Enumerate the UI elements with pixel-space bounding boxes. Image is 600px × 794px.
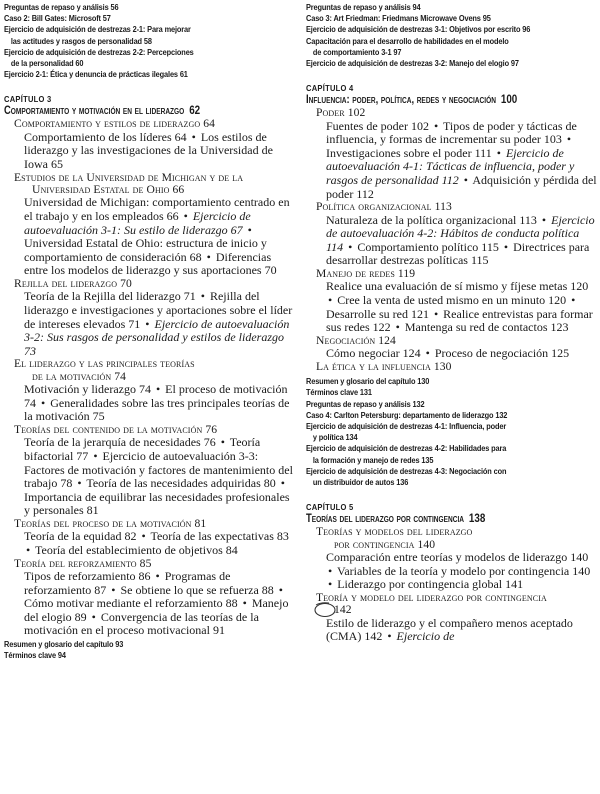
- section-heading: Poder 102: [316, 106, 366, 120]
- entry: Investigaciones sobre el poder 111: [326, 145, 492, 160]
- toc-item: Resumen y glosario del capítulo 130: [306, 376, 430, 387]
- entry-italic: Ejercicio de autoevaluación 4-1: Tácticas de influencia, poder y rasgos de personalidad 112: [326, 145, 575, 187]
- entry: Se obtiene lo que se refuerza 88: [120, 582, 274, 597]
- chapter-title-text: Influencia: poder, política, redes y negociación: [306, 94, 496, 107]
- chapter-title-text: Comportamiento y motivación en el liderazgo: [4, 105, 185, 118]
- toc-item: Resumen y glosario del capítulo 93: [4, 638, 124, 649]
- chapter-page: 62: [189, 103, 201, 118]
- toc-item: Caso 3: Art Friedman: Friedmans Microwave Ovens 95: [306, 13, 491, 24]
- section-heading-cont: 142: [334, 603, 352, 617]
- section-body: [306, 120, 598, 202]
- left-bottom-items: [4, 639, 293, 661]
- bullet: •: [145, 316, 150, 331]
- entry-page: 67: [230, 222, 243, 237]
- toc-item: Ejercicio de adquisición de destrezas 2-2: Percepciones: [4, 46, 194, 57]
- bullet: •: [111, 582, 116, 597]
- section-heading: La ética y la influencia 130: [316, 359, 452, 373]
- left-top-items: [4, 2, 293, 80]
- section-heading-text: Estudios de la Universidad de Michigan y de la: [14, 170, 244, 184]
- toc-item: Términos clave 131: [306, 387, 372, 398]
- entry: Los estilos de liderazgo y las investigaciones de la Universidad de Iowa 65: [24, 129, 273, 172]
- section-body: [306, 347, 598, 361]
- entry: Teoría de la equidad 82: [24, 529, 137, 544]
- entry-italic: Ejercicio de: [396, 629, 455, 644]
- handwritten-circle-mark: [316, 604, 598, 616]
- entry: Convergencia de las teorías de la motivación en el proceso motivacional 91: [24, 609, 259, 638]
- bullet: •: [155, 382, 161, 397]
- toc-item-cont: de la personalidad 60: [10, 58, 84, 69]
- entry: Rejilla del liderazgo e investigaciones y aportaciones sobre el líder de intereses elevados 71: [24, 289, 293, 331]
- bullet: •: [200, 289, 205, 304]
- bullet: •: [503, 239, 509, 254]
- bullet: •: [541, 212, 547, 227]
- section-body: [4, 570, 294, 638]
- section-heading: Política organizacional 113: [316, 200, 452, 214]
- entry: Fuentes de poder 102: [326, 118, 429, 133]
- chapter-title-text: Teorías del liderazgo por contingencia: [306, 513, 465, 526]
- pen-circle-icon: [313, 601, 337, 619]
- chapter-label: CAPÍTULO 3: [4, 94, 52, 105]
- section-heading-cont: de la motivación 74: [32, 369, 127, 383]
- entry: Adquisición y pérdida del poder 112: [326, 173, 597, 201]
- bullet: •: [395, 320, 400, 335]
- section-heading: [306, 592, 598, 617]
- entry: Comparación entre teorías y modelos de liderazgo 140: [326, 550, 589, 564]
- entry: Naturaleza de la política organizacional 113: [326, 212, 537, 227]
- entry: Desarrolle su red 121: [326, 306, 429, 321]
- toc-item: Preguntas de repaso y análisis 132: [306, 398, 425, 409]
- entry: Universidad Estatal de Ohio: estructura de inicio y comportamiento de consideración 68: [24, 236, 267, 264]
- entry: Teoría bifactorial 77: [24, 435, 261, 463]
- toc-item: Ejercicio de adquisición de destrezas 4-1: Influencia, poder: [306, 420, 507, 431]
- section-body: [306, 214, 598, 268]
- bullet: •: [77, 476, 82, 491]
- toc-item-cont: la formación y manejo de redes 135: [312, 454, 434, 465]
- bullet: •: [220, 435, 225, 450]
- bullet: •: [433, 118, 439, 133]
- section-heading: Teorías del contenido de la motivación 76: [14, 422, 218, 436]
- bullet: •: [206, 249, 211, 264]
- toc-item: Ejercicio de adquisición de destrezas 4-3: Negociación con: [306, 465, 507, 476]
- entry: Comportamiento político 115: [357, 239, 499, 254]
- entry: Directrices para desarrollar destrezas políticas 115: [326, 239, 590, 268]
- bullet: •: [93, 448, 98, 463]
- bullet: •: [496, 145, 501, 160]
- bullet: •: [328, 292, 333, 307]
- section-body: [4, 383, 294, 424]
- bullet: •: [141, 529, 146, 544]
- section-heading-cont: Universidad Estatal de Ohio 66: [32, 183, 185, 197]
- entry: Teoría de las expectativas 83: [150, 529, 289, 544]
- section-body: [306, 617, 598, 644]
- entry: Cómo motivar mediante el reforzamiento 88: [24, 596, 238, 611]
- entry: Estilo de liderazgo y el compañero menos aceptado (CMA) 142: [326, 615, 573, 644]
- entry: Generalidades sobre las tres principales teorías de la motivación 75: [24, 395, 290, 424]
- section-body: [306, 280, 598, 334]
- toc-item: Ejercicio de adquisición de destrezas 3-1: Objetivos por escrito 96: [306, 24, 531, 35]
- entry: Realice una evaluación de sí mismo y fíjese metas 120: [326, 279, 589, 294]
- bullet: •: [247, 222, 252, 237]
- toc-item-cont: las actitudes y rasgos de personalidad 58: [10, 35, 152, 46]
- section-heading: Comportamiento y estilos de liderazgo 64: [14, 117, 215, 131]
- right-top-items: [306, 2, 597, 69]
- section-heading: [4, 172, 294, 197]
- bullet: •: [41, 395, 46, 410]
- toc-item: Caso 2: Bill Gates: Microsoft 57: [4, 13, 111, 24]
- section-heading-text: Teoría y modelo del liderazgo por contingencia: [316, 590, 547, 604]
- section-heading: Rejilla del liderazgo 70: [14, 276, 132, 290]
- entry: Teoría de la Rejilla del liderazgo 71: [24, 289, 196, 304]
- entry: El proceso de motivación 74: [24, 382, 288, 410]
- toc-item: Ejercicio de adquisición de destrezas 3-2: Manejo del elogio 97: [306, 58, 519, 69]
- left-column: [4, 2, 294, 661]
- bullet: •: [91, 609, 96, 624]
- entry: Universidad de Michigan: comportamiento centrado en el trabajo y en los empleados 66: [24, 195, 290, 224]
- toc-item: Ejercicio 2-1: Ética y denuncia de prácticas ilegales 61: [4, 69, 188, 80]
- entry: Cree la venta de usted mismo en un minuto 120: [337, 292, 567, 307]
- bullet: •: [348, 239, 353, 254]
- toc-item-cont: y política 134: [312, 432, 358, 443]
- bullet: •: [155, 568, 160, 583]
- bullet: •: [387, 629, 392, 644]
- section-heading: [4, 358, 294, 383]
- section-heading: Teoría del reforzamiento 85: [14, 556, 152, 570]
- section-heading: [306, 526, 598, 551]
- section-body: [4, 290, 294, 358]
- toc-item-cont: un distribuidor de autos 136: [312, 476, 409, 487]
- section-heading-text: El liderazgo y las principales teorías: [14, 357, 195, 371]
- entry: Programas de reforzamiento 87: [24, 568, 231, 597]
- toc-item-cont: de comportamiento 3-1 97: [312, 46, 402, 57]
- entry: Tipos de reforzamiento 86: [24, 568, 151, 583]
- chapter-page: 100: [500, 92, 518, 107]
- chapter-page: 138: [468, 511, 486, 526]
- section-body: [4, 436, 294, 518]
- toc-item: Preguntas de repaso y análisis 94: [306, 2, 421, 12]
- toc-item: Términos clave 94: [4, 650, 66, 661]
- entry: Motivación y liderazgo 74: [24, 382, 151, 397]
- toc-item: Ejercicio de adquisición de destrezas 4-2: Habilidades para: [306, 443, 507, 454]
- section-body: [4, 530, 294, 557]
- bullet: •: [463, 173, 468, 187]
- bullet: •: [278, 582, 283, 597]
- section-heading-cont: por contingencia 140: [334, 537, 436, 551]
- entry: Tipos de poder y tácticas de influencia, y formas de incrementar su poder 103: [326, 118, 577, 147]
- bullet: •: [183, 209, 188, 224]
- bullet: •: [328, 577, 333, 592]
- toc-item: Capacitación para el desarrollo de habilidades en el modelo: [306, 35, 509, 46]
- right-column: [306, 2, 598, 644]
- entry: Teoría del establecimiento de objetivos 84: [35, 542, 238, 557]
- right-bottom-items: [306, 376, 597, 488]
- entry: Variables de la teoría y modelo por contingencia 140: [337, 563, 591, 578]
- chapter-label: CAPÍTULO 5: [306, 502, 354, 513]
- bullet: •: [328, 563, 333, 578]
- toc-item: Caso 4: Carlton Petersburg: departamento de liderazgo 132: [306, 409, 508, 420]
- entry-italic: Ejercicio de autoevaluación 4-2: Hábitos de conducta política 114: [326, 212, 595, 254]
- bullet: •: [571, 292, 576, 307]
- entry: Importancia de equilibrar las necesidades profesionales y personales 81: [24, 489, 290, 518]
- section-heading: Negociación 124: [316, 333, 396, 347]
- bullet: •: [566, 132, 572, 147]
- bullet: •: [26, 542, 31, 557]
- chapter-title: [306, 93, 598, 107]
- entry: Manejo del elogio 89: [24, 596, 289, 624]
- section-heading: Teorías del proceso de la motivación 81: [14, 516, 207, 530]
- chapter-title: [306, 512, 598, 526]
- entry: Comportamiento de los líderes 64: [24, 129, 187, 144]
- section-heading: Manejo de redes 119: [316, 266, 416, 280]
- section-body: [306, 551, 598, 592]
- entry: Teoría de la jerarquía de necesidades 76: [24, 435, 216, 450]
- bullet: •: [242, 596, 247, 611]
- entry: Ejercicio de autoevaluación 3-3: Factores de motivación y factores de mantenimiento del trabajo 78: [24, 448, 293, 491]
- entry: Diferencias entre los modelos de liderazgo y sus aportaciones 70: [24, 249, 277, 278]
- bullet: •: [191, 129, 196, 144]
- toc-item: Preguntas de repaso y análisis 56: [4, 2, 119, 12]
- chapter-title: [4, 104, 294, 118]
- entry: Teoría de las necesidades adquiridas 80: [86, 476, 276, 491]
- section-heading-text: Teorías y modelos del liderazgo: [316, 525, 473, 539]
- bullet: •: [433, 306, 439, 321]
- chapter-label: CAPÍTULO 4: [306, 83, 354, 94]
- bullet: •: [280, 476, 285, 491]
- section-body: [4, 196, 294, 278]
- entry: Mantenga su red de contactos 123: [404, 320, 569, 335]
- entry: Cómo negociar 124: [326, 346, 421, 361]
- entry: Realice entrevistas para formar sus redes 122: [326, 306, 593, 335]
- bullet: •: [425, 346, 430, 361]
- entry-italic: Ejercicio de autoevaluación 3-2: Sus rasgos de personalidad y estilos de liderazgo 73: [24, 316, 290, 358]
- entry-italic: Ejercicio de autoevaluación 3-1: Su estilo de liderazgo: [24, 209, 251, 237]
- toc-item: Ejercicio de adquisición de destrezas 2-1: Para mejorar: [4, 24, 191, 35]
- section-body: [4, 131, 294, 172]
- entry: Liderazgo por contingencia global 141: [337, 577, 524, 592]
- entry: Proceso de negociación 125: [434, 346, 570, 361]
